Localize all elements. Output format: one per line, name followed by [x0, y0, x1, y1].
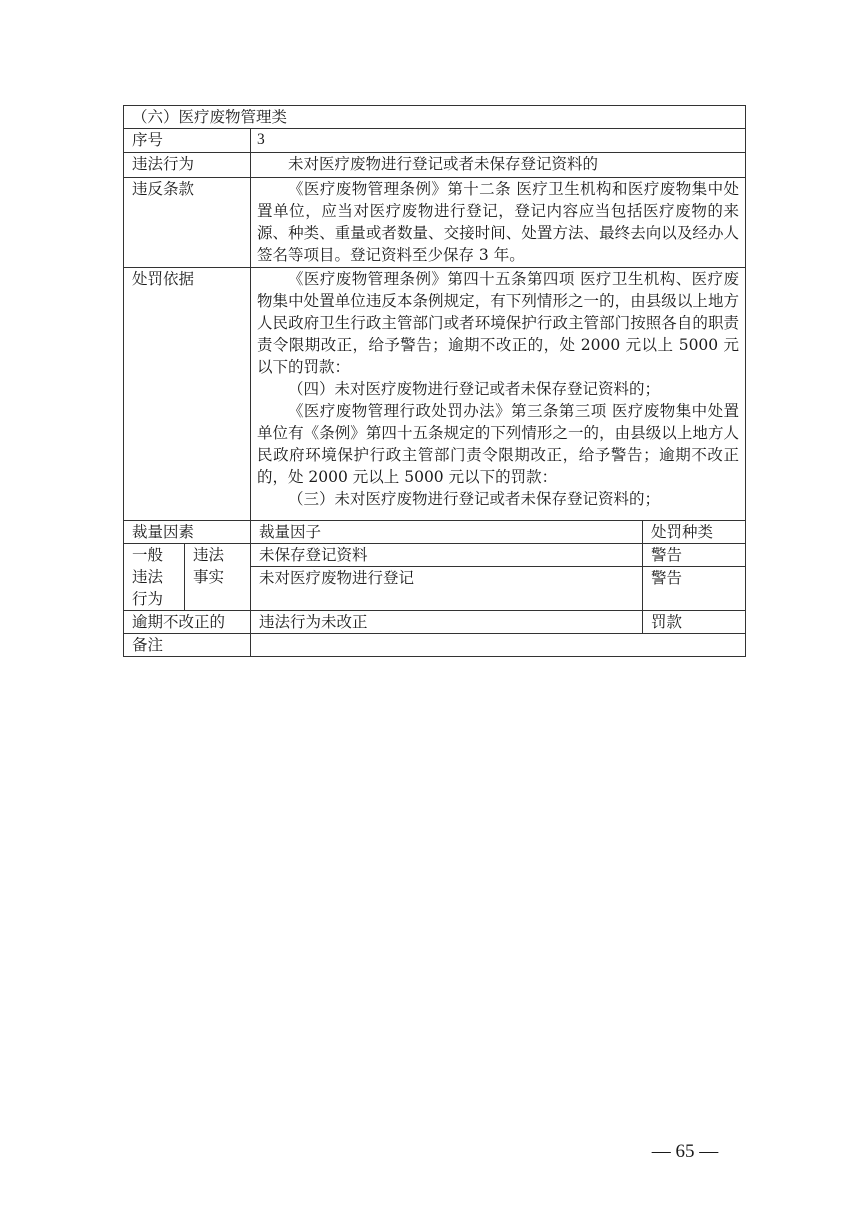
overdue-label: 逾期不改正的 [124, 611, 251, 634]
penalty-discretion-table [123, 105, 746, 657]
basis-value [251, 268, 746, 521]
section-title: （六）医疗废物管理类 [124, 106, 746, 129]
violation-text: 未对医疗废物进行登记或者未保存登记资料的 [288, 155, 599, 173]
label-line: 一般 [132, 546, 164, 564]
seq-value: 3 [251, 129, 746, 153]
violation-label: 违法行为 [124, 153, 251, 178]
penalty-type: 警告 [643, 567, 746, 611]
basis-label: 处罚依据 [124, 268, 251, 521]
basis-paragraph: （四）未对医疗废物进行登记或者未保存登记资料的； [288, 380, 661, 398]
remarks-value [251, 634, 746, 657]
factor-element: 未对医疗废物进行登记 [251, 567, 643, 611]
basis-paragraph: 《医疗废物管理行政处罚办法》第三条第三项 医疗废物集中处置单位有《条例》第四十五条规定的下列情形之一的，由县级以上地方人民政府环境保护行政主管部门责令限期改正，给予警告；逾期不改正的，处 2000 元以上 5000 元以下的罚款： [257, 402, 740, 486]
basis-paragraph: （三）未对医疗废物进行登记或者未保存登记资料的； [288, 490, 661, 508]
clause-label: 违反条款 [124, 178, 251, 268]
remarks-label: 备注 [124, 634, 251, 657]
header-factor: 裁量因素 [124, 521, 251, 544]
header-penalty-type: 处罚种类 [643, 521, 746, 544]
label-line: 违法 [132, 568, 164, 586]
label-line: 违法 [193, 546, 225, 564]
fact-label [185, 544, 251, 611]
header-element: 裁量因子 [251, 521, 643, 544]
penalty-type: 警告 [643, 544, 746, 567]
violation-value [251, 153, 746, 178]
overdue-element: 违法行为未改正 [251, 611, 643, 634]
clause-paragraph: 《医疗废物管理条例》第十二条 医疗卫生机构和医疗废物集中处置单位，应当对医疗废物进行登记，登记内容应当包括医疗废物的来源、种类、重量或者数量、交接时间、处置方法、最终去向以及经办人签名等项目。登记资料至少保存 3 年。 [257, 180, 740, 264]
overdue-penalty: 罚款 [643, 611, 746, 634]
page-number: — 65 — [651, 1141, 719, 1162]
factor-element: 未保存登记资料 [251, 544, 643, 567]
label-line: 行为 [132, 590, 164, 608]
basis-paragraph: 《医疗废物管理条例》第四十五条第四项 医疗卫生机构、医疗废物集中处置单位违反本条例规定，有下列情形之一的，由县级以上地方人民政府卫生行政主管部门或者环境保护行政主管部门按照各自的职责责令限期改正，给予警告；逾期不改正的，处 2000 元以上 5000 元以下的罚款： [257, 270, 740, 376]
label-line: 事实 [193, 568, 225, 586]
seq-label: 序号 [124, 129, 251, 153]
clause-value [251, 178, 746, 268]
general-violation-label [124, 544, 185, 611]
